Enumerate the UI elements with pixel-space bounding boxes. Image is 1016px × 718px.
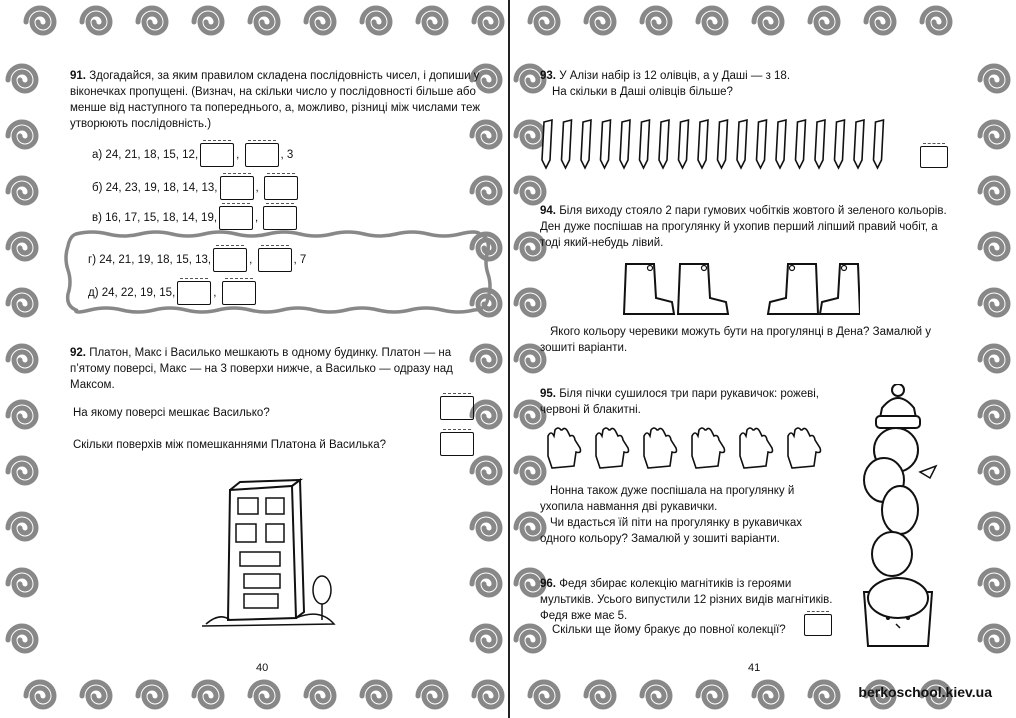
q96-question: Скільки ще йому бракує до повної колекції? <box>552 624 786 636</box>
swirl <box>418 682 446 707</box>
swirl <box>980 66 1008 91</box>
swirl <box>26 8 54 33</box>
swirl <box>474 8 502 33</box>
site-watermark: berkoschool.kiev.ua <box>858 684 992 700</box>
boots-illustration <box>620 258 860 320</box>
swirl <box>698 682 726 707</box>
q95-question: Чи вдасться їй піти на прогулянку в рукавичках одного кольору? Замалюй у зошиті варіанти. <box>540 517 803 545</box>
swirl <box>26 682 54 707</box>
swirl <box>980 514 1008 539</box>
swirl <box>82 8 110 33</box>
answer-box[interactable] <box>220 176 254 200</box>
q95-text-2: Нонна також дуже поспішала на прогулянку й ухопила навмання дві рукавички. <box>540 485 795 513</box>
swirl <box>516 178 544 203</box>
swirl <box>922 8 950 33</box>
pencil-icon <box>874 120 884 168</box>
pencil-icon <box>737 120 747 168</box>
mitten-icon <box>788 428 821 468</box>
answer-box[interactable] <box>219 206 253 230</box>
page-divider <box>508 0 510 718</box>
pencil-icon <box>679 120 689 168</box>
pencil-icon <box>601 120 611 168</box>
q91-row-c: в) 16, 17, 15, 18, 14, 19, , <box>92 206 299 230</box>
q92-question-1: На якому поверсі мешкає Василько? <box>73 407 270 419</box>
page-number-left: 40 <box>256 662 269 674</box>
answer-box[interactable] <box>440 396 474 420</box>
swirl <box>980 626 1008 651</box>
swirl <box>250 682 278 707</box>
mitten-icon <box>740 428 773 468</box>
swirl <box>980 234 1008 259</box>
swirl <box>472 178 500 203</box>
q94-text: 94. Біля виходу стояло 2 пари гумових чобітків жовтого й зеленого кольорів. Ден дуже поспішав на прогулянку й ухопив перший ліпший правий чобіт, а тоді який-небудь лівий. <box>540 205 947 249</box>
swirl <box>474 682 502 707</box>
swirl <box>8 514 36 539</box>
swirl <box>8 234 36 259</box>
swirl <box>472 626 500 651</box>
q91-row-e: д) 24, 22, 19, 15, , <box>88 281 258 305</box>
swirl <box>516 290 544 315</box>
q95-text: 95. Біля пічки сушилося три пари рукавичок: рожеві, червоні й блакитні. <box>540 388 819 416</box>
swirl <box>698 8 726 33</box>
q92-question-2: Скільки поверхів між помешканнями Платона й Василька? <box>73 439 386 451</box>
pencil-icon <box>659 120 669 168</box>
swirl <box>362 8 390 33</box>
pencil-icon <box>757 120 767 168</box>
swirl <box>586 682 614 707</box>
swirl <box>194 682 222 707</box>
pencil-icon <box>640 120 650 168</box>
swirl <box>980 346 1008 371</box>
swirl <box>8 402 36 427</box>
pencil-icon <box>562 120 572 168</box>
swirl <box>8 346 36 371</box>
pencil-icon <box>815 120 825 168</box>
swirl <box>642 682 670 707</box>
swirl <box>754 682 782 707</box>
swirl <box>194 8 222 33</box>
mitten-icon <box>596 428 629 468</box>
swirl <box>980 122 1008 147</box>
q91-text: 91. Здогадайся, за яким правилом складена послідовність чисел, і допиши у віконечках пропущені. (Визнач, на скільки число у послідовності більше або менше від наступного та попереднього, а, можливо, різниці між числами теж утворюють послідовність.) <box>70 70 481 130</box>
q92-text: 92. Платон, Макс і Василько мешкають в одному будинку. Платон — на п’ятому поверсі, Макс — на 3 поверхи нижче, а Василько — одразу над Максом. <box>70 347 453 391</box>
q91-row-b: б) 24, 23, 19, 18, 14, 13, , <box>92 176 300 200</box>
swirl <box>472 570 500 595</box>
answer-box[interactable] <box>177 281 211 305</box>
pencil-icon <box>718 120 728 168</box>
answer-box[interactable] <box>263 206 297 230</box>
swirl <box>980 178 1008 203</box>
swirl <box>8 458 36 483</box>
pencil-icon <box>581 120 591 168</box>
mittens-illustration <box>540 426 840 476</box>
q93-text: 93. У Алізи набір із 12 олівців, а у Даші — з 18. <box>540 70 791 82</box>
swirl <box>418 8 446 33</box>
swirl <box>250 8 278 33</box>
swirl <box>754 8 782 33</box>
q96-text: 96. Федя збирає колекцію магнітиків із героями мультиків. Усього випустили 12 різних видів магнітиків. Федя вже має 5. <box>540 578 833 622</box>
mitten-icon <box>692 428 725 468</box>
swirl <box>8 626 36 651</box>
swirl <box>516 626 544 651</box>
page-number-right: 41 <box>748 662 761 674</box>
answer-box[interactable] <box>258 248 292 272</box>
pencil-icon <box>835 120 845 168</box>
swirl <box>866 8 894 33</box>
q94-question: Якого кольору черевики можуть бути на прогулянці в Дена? Замалюй у зошиті варіанти. <box>540 326 931 354</box>
answer-box[interactable] <box>222 281 256 305</box>
answer-box[interactable] <box>804 614 832 636</box>
swirl <box>306 682 334 707</box>
swirl <box>810 682 838 707</box>
swirl <box>362 682 390 707</box>
swirl <box>138 8 166 33</box>
answer-box[interactable] <box>200 143 234 167</box>
pencil-icon <box>698 120 708 168</box>
answer-box[interactable] <box>213 248 247 272</box>
pencil-icon <box>796 120 806 168</box>
mitten-icon <box>644 428 677 468</box>
swirl <box>8 290 36 315</box>
swirl <box>586 8 614 33</box>
answer-box[interactable] <box>440 432 474 456</box>
pencil-icon <box>620 120 630 168</box>
swirl <box>530 8 558 33</box>
swirl <box>980 402 1008 427</box>
answer-box[interactable] <box>264 176 298 200</box>
swirl <box>472 514 500 539</box>
swirl <box>8 178 36 203</box>
pencils-illustration <box>540 112 910 172</box>
answer-box[interactable] <box>920 146 948 168</box>
cactus-illustration <box>852 384 948 652</box>
pencil-icon <box>776 120 786 168</box>
swirl <box>8 570 36 595</box>
q91-row-a: а) 24, 21, 18, 15, 12, , , 3 <box>92 143 293 167</box>
swirl <box>82 682 110 707</box>
pencil-icon <box>854 120 864 168</box>
pencil-icon <box>542 120 552 168</box>
swirl <box>642 8 670 33</box>
swirl <box>8 66 36 91</box>
swirl <box>980 570 1008 595</box>
building-illustration <box>200 478 340 630</box>
swirl <box>980 290 1008 315</box>
swirl <box>472 402 500 427</box>
swirl <box>530 682 558 707</box>
q93-question: На скільки в Даші олівців більше? <box>552 86 733 98</box>
swirl <box>472 458 500 483</box>
q91-row-d: г) 24, 21, 19, 18, 15, 13, , , 7 <box>88 248 306 272</box>
swirl <box>810 8 838 33</box>
swirl <box>138 682 166 707</box>
answer-box[interactable] <box>245 143 279 167</box>
swirl <box>306 8 334 33</box>
mitten-icon <box>548 428 581 468</box>
swirl <box>8 122 36 147</box>
swirl <box>980 458 1008 483</box>
